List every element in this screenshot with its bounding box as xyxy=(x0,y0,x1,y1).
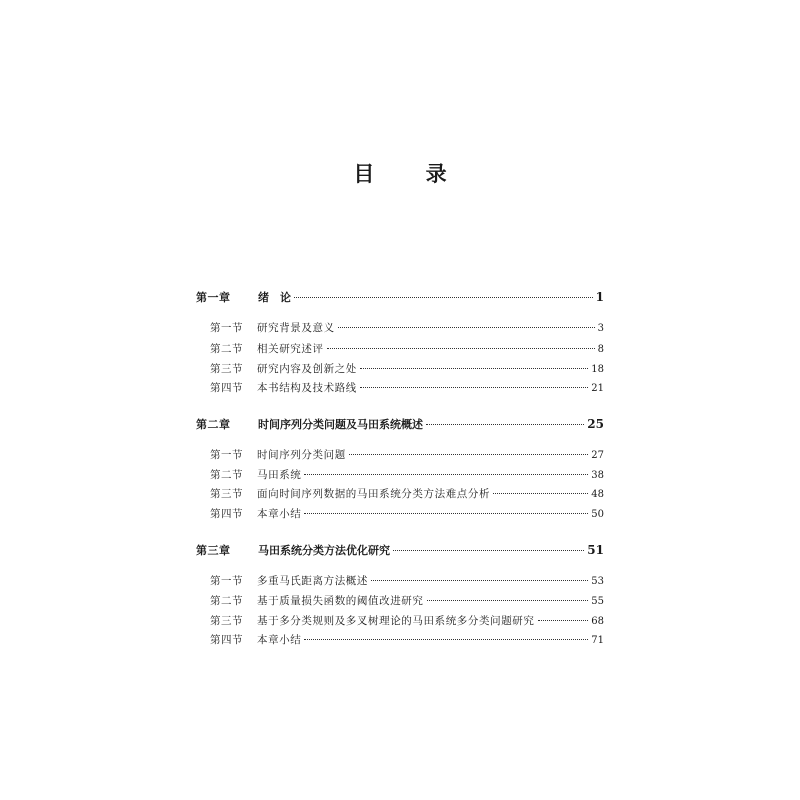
toc-section[interactable] xyxy=(196,320,604,335)
section-label: 第三节 xyxy=(210,363,243,375)
leader-dots xyxy=(393,550,584,551)
toc-chapter-3[interactable] xyxy=(196,542,604,558)
toc-section[interactable] xyxy=(196,486,604,501)
leader-dots xyxy=(349,454,588,455)
section-label: 第一节 xyxy=(210,322,243,334)
section-title: 时间序列分类问题 xyxy=(257,449,346,461)
section-label: 第二节 xyxy=(210,343,243,355)
leader-dots xyxy=(493,493,588,494)
toc-section[interactable] xyxy=(196,506,604,521)
section-title: 基于多分类规则及多叉树理论的马田系统多分类问题研究 xyxy=(257,615,535,627)
toc-section[interactable] xyxy=(196,361,604,376)
leader-dots xyxy=(371,580,588,581)
chapter-label: 第二章 xyxy=(196,418,231,431)
page-number: 21 xyxy=(591,383,604,394)
section-title: 基于质量损失函数的阈值改进研究 xyxy=(257,595,424,607)
section-title: 本章小结 xyxy=(257,508,302,520)
toc-section[interactable] xyxy=(196,593,604,608)
section-title: 本书结构及技术路线 xyxy=(257,382,357,394)
page-title: 目 录 xyxy=(353,161,469,186)
page-number: 1 xyxy=(595,290,604,304)
leader-dots xyxy=(327,348,595,349)
section-title: 面向时间序列数据的马田系统分类方法难点分析 xyxy=(257,488,491,500)
chapter-title: 马田系统分类方法优化研究 xyxy=(258,544,390,557)
section-label: 第二节 xyxy=(210,469,243,481)
toc-section[interactable] xyxy=(196,380,604,395)
page-number: 38 xyxy=(591,470,604,481)
toc-section[interactable] xyxy=(196,447,604,462)
leader-dots xyxy=(338,327,595,328)
section-title: 研究背景及意义 xyxy=(257,322,335,334)
section-label: 第三节 xyxy=(210,615,243,627)
leader-dots xyxy=(360,368,588,369)
section-title: 马田系统 xyxy=(257,469,302,481)
page-number: 18 xyxy=(591,364,604,375)
toc-section[interactable] xyxy=(196,613,604,628)
section-title: 相关研究述评 xyxy=(257,343,324,355)
page-number: 68 xyxy=(591,616,604,627)
page-number: 51 xyxy=(587,543,604,557)
section-label: 第三节 xyxy=(210,488,243,500)
chapter-title: 绪 论 xyxy=(258,291,291,304)
section-title: 研究内容及创新之处 xyxy=(257,363,357,375)
section-label: 第四节 xyxy=(210,634,243,646)
toc-section[interactable] xyxy=(196,573,604,588)
toc-chapter-2[interactable] xyxy=(196,416,604,432)
page-number: 8 xyxy=(597,344,604,355)
toc-section[interactable] xyxy=(196,467,604,482)
page-number: 48 xyxy=(591,489,604,500)
toc-section[interactable] xyxy=(196,632,604,647)
section-label: 第一节 xyxy=(210,449,243,461)
leader-dots xyxy=(360,387,588,388)
page-number: 50 xyxy=(591,509,604,520)
leader-dots xyxy=(304,513,588,514)
section-title: 本章小结 xyxy=(257,634,302,646)
leader-dots xyxy=(304,639,588,640)
leader-dots xyxy=(304,474,588,475)
toc-section[interactable] xyxy=(196,341,604,356)
toc-chapter-1[interactable] xyxy=(196,289,604,305)
section-label: 第一节 xyxy=(210,575,243,587)
page-number: 53 xyxy=(591,576,604,587)
leader-dots xyxy=(426,424,584,425)
page-number: 27 xyxy=(591,450,604,461)
page-number: 25 xyxy=(587,417,604,431)
section-label: 第四节 xyxy=(210,508,243,520)
chapter-label: 第三章 xyxy=(196,544,231,557)
section-label: 第二节 xyxy=(210,595,243,607)
chapter-title: 时间序列分类问题及马田系统概述 xyxy=(258,418,423,431)
leader-dots xyxy=(427,600,589,601)
page-number: 3 xyxy=(597,323,604,334)
leader-dots xyxy=(294,297,593,298)
page-number: 71 xyxy=(591,635,604,646)
page-number: 55 xyxy=(591,596,604,607)
leader-dots xyxy=(538,620,589,621)
chapter-label: 第一章 xyxy=(196,291,231,304)
section-label: 第四节 xyxy=(210,382,243,394)
section-title: 多重马氏距离方法概述 xyxy=(257,575,368,587)
